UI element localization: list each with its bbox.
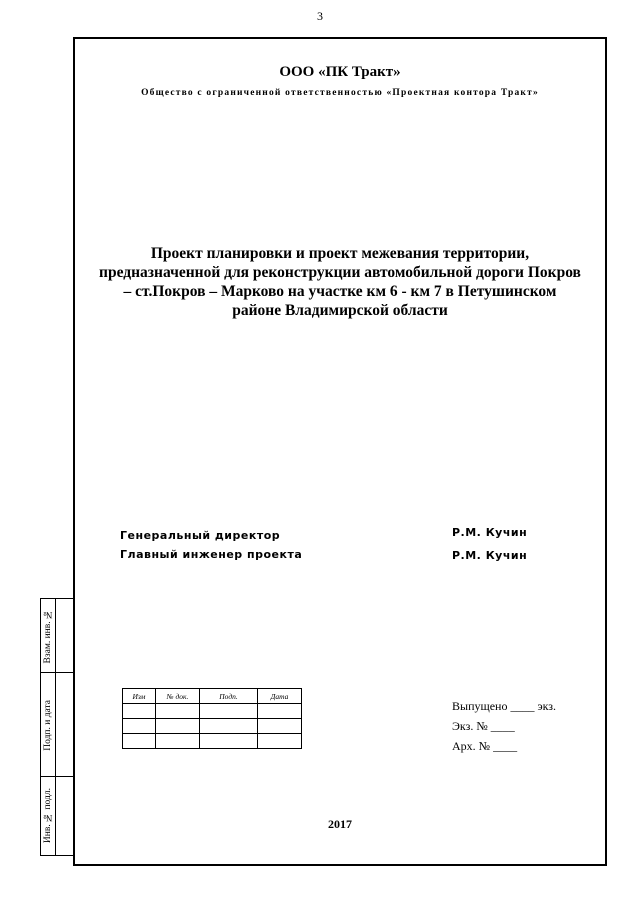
signature-role-director: Генеральный директор xyxy=(120,529,281,542)
table-header-row xyxy=(123,689,302,704)
title-line: – ст.Покров – Марково на участке км 6 - км 7 в Петушинском xyxy=(123,283,557,300)
archive-number: Арх. № ____ xyxy=(452,739,518,753)
sign-date-label: Подп. и дата xyxy=(43,699,53,751)
col-header-date: Дата xyxy=(258,689,302,704)
col-header-signature: Подп. xyxy=(200,689,258,704)
side-stamp-strip xyxy=(40,598,75,856)
col-header-doc-no: № док. xyxy=(156,689,200,704)
strip-cell-original-inv xyxy=(41,777,74,854)
signature-role-chief-engineer: Главный инженер проекта xyxy=(120,548,303,561)
org-full-name: Общество с ограниченной ответственностью «Проектная контора Тракт» xyxy=(141,88,539,98)
strip-cell-sign-date xyxy=(41,673,74,777)
table-row xyxy=(123,719,302,734)
revision-table xyxy=(122,688,302,749)
signature-name-director: Р.М. Кучин xyxy=(452,526,528,539)
year: 2017 xyxy=(328,817,352,831)
title-line: предназначенной для реконструкции автомобильной дороги Покров xyxy=(99,264,581,281)
title-line: районе Владимирской области xyxy=(232,302,448,319)
table-row xyxy=(123,704,302,719)
signature-name-chief-engineer: Р.М. Кучин xyxy=(452,549,528,562)
document-title xyxy=(73,244,607,320)
page-number: 3 xyxy=(317,9,323,23)
issued-copies: Выпущено ____ экз. xyxy=(452,699,557,713)
replacement-inv-label: Взам. инв. № xyxy=(43,608,53,664)
table-row xyxy=(123,734,302,749)
copy-number: Экз. № ____ xyxy=(452,719,515,733)
org-name: ООО «ПК Тракт» xyxy=(279,64,401,80)
original-inv-label: Инв. № подл. xyxy=(43,787,53,844)
title-line: Проект планировки и проект межевания территории, xyxy=(150,245,530,262)
col-header-change: Изм xyxy=(123,689,156,704)
strip-cell-replacement xyxy=(41,599,74,673)
